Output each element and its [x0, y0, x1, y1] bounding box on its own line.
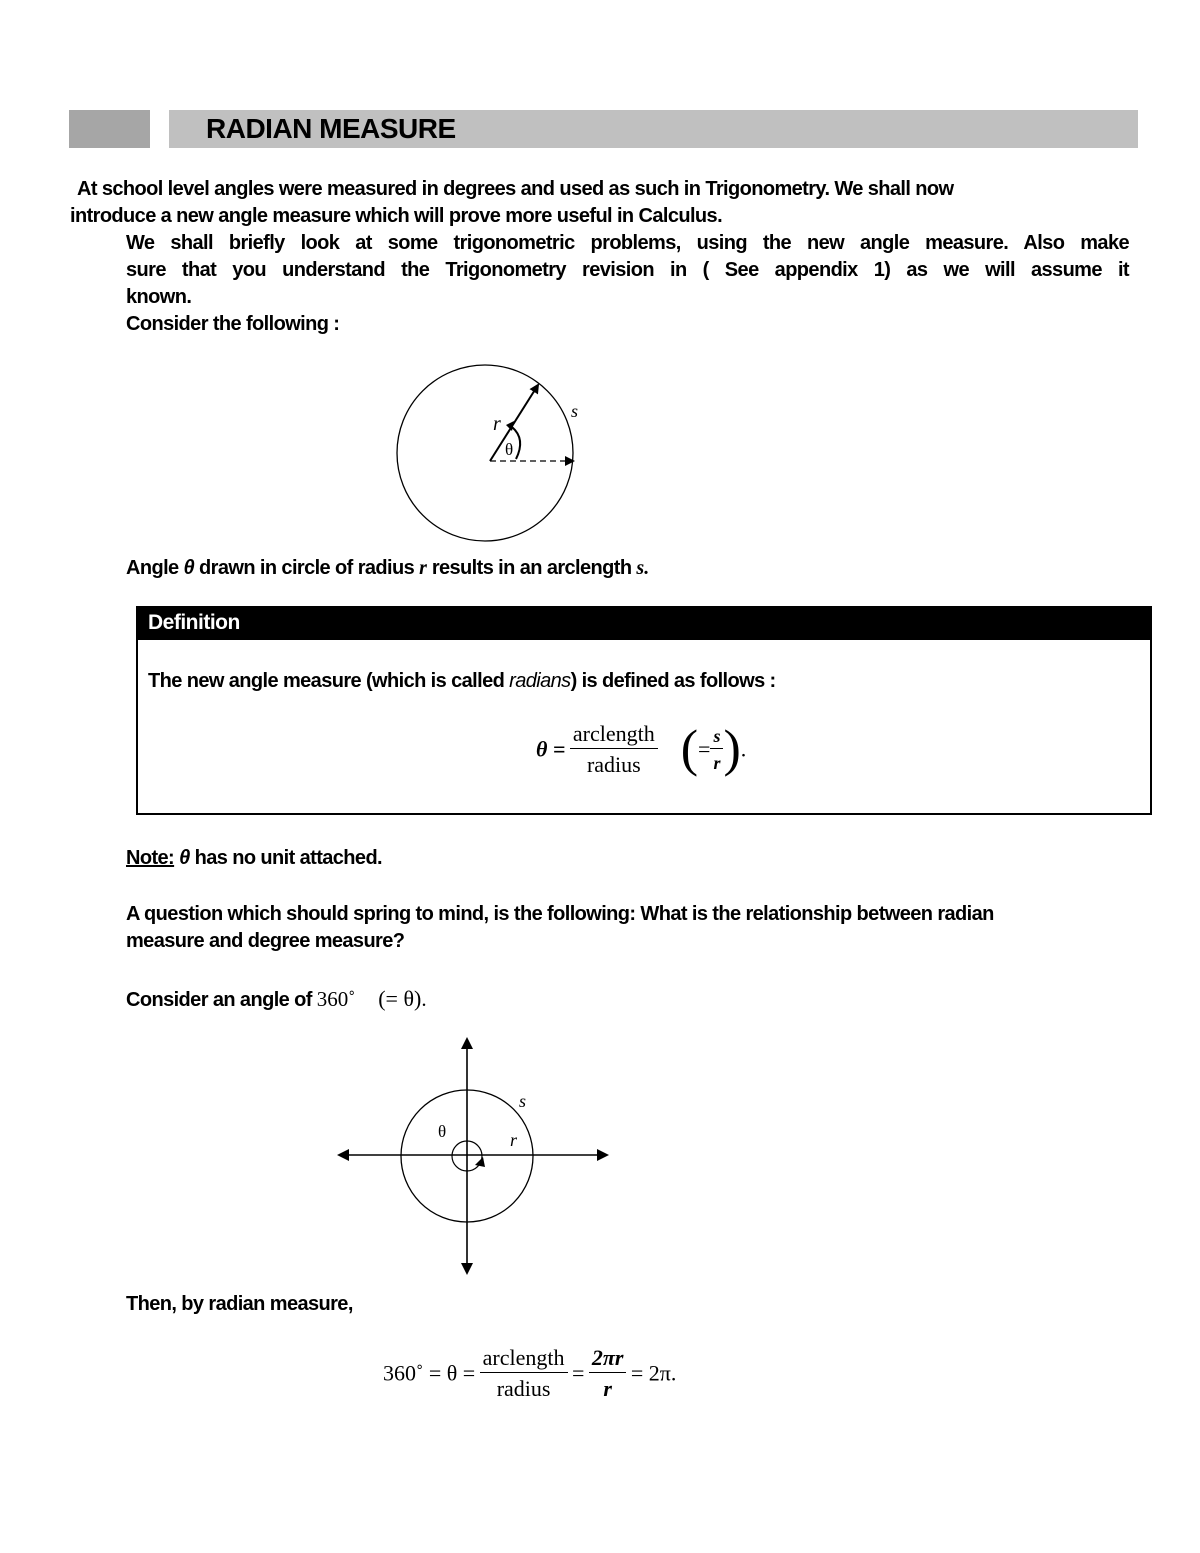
final-rhs: = 2π.	[630, 1360, 677, 1386]
final-lhs: 360˚ = θ =	[383, 1360, 476, 1386]
formula-numerator: arclength	[570, 720, 658, 749]
definition-formula	[536, 720, 746, 779]
definition-text	[148, 668, 776, 695]
final-formula	[383, 1344, 676, 1403]
consider-360	[126, 985, 427, 1014]
final-denominator-2: r	[603, 1376, 612, 1401]
final-eq-2: =	[571, 1360, 585, 1386]
page-title: RADIAN MEASURE	[206, 113, 456, 144]
formula-lhs: θ =	[536, 736, 566, 762]
definition-heading: Definition	[148, 611, 240, 634]
formula-inner-denominator: r	[713, 753, 721, 773]
consider-360-text: Consider an angle of	[126, 989, 317, 1011]
formula-end: .	[740, 736, 747, 762]
para2-line-3: known.	[126, 286, 192, 308]
caption-radius: radius	[357, 557, 415, 579]
formula-inner-eq: =	[698, 736, 711, 762]
figure-caption	[126, 555, 649, 582]
para2-line-2: sure that you understand the Trigonometry revision in ( See appendix 1) as we will assume it	[126, 259, 1129, 281]
angle-arc	[512, 427, 520, 459]
formula-open-paren: (	[680, 720, 699, 778]
label-theta: θ	[505, 440, 514, 459]
definition-box	[136, 606, 1152, 815]
formula-inner-fraction	[710, 724, 723, 775]
label-s: s	[519, 1091, 527, 1111]
label-theta: θ	[438, 1122, 447, 1141]
final-fraction-2	[589, 1344, 627, 1403]
question-line-2: measure and degree measure?	[126, 930, 405, 952]
para2-line-1: We shall briefly look at some trigonometric problems, using the new angle measure. Also make	[126, 232, 1129, 254]
consider-360-angle: 360˚	[316, 987, 356, 1011]
formula-fraction	[570, 720, 658, 779]
caption-theta: θ	[183, 557, 195, 579]
label-r: r	[493, 413, 501, 435]
circle-outline	[397, 365, 573, 541]
circle-angle-figure	[390, 355, 590, 550]
caption-text-2: drawn in circle of	[194, 557, 358, 579]
formula-inner-numerator: s	[710, 724, 723, 749]
caption-r: r	[419, 557, 427, 579]
header-accent-bar	[69, 110, 150, 148]
consider-360-end: .	[421, 987, 427, 1011]
note-text: has no unit attached.	[189, 847, 383, 869]
intro-line-1: At school level angles were measured in degrees and used as such in Trigonometry. We shall now	[77, 178, 954, 200]
then-text: Then, by radian measure,	[126, 1293, 353, 1315]
definition-radians: radians	[509, 670, 571, 692]
formula-denominator: radius	[586, 752, 641, 777]
definition-text-before: The new angle measure (which is called	[148, 670, 510, 692]
caption-s: s.	[636, 557, 650, 579]
caption-text-1: Angle	[126, 557, 184, 579]
label-s: s	[571, 401, 579, 421]
note-theta: θ	[179, 847, 190, 869]
final-fraction-1	[480, 1344, 568, 1403]
consider-following: Consider the following :	[126, 313, 340, 335]
consider-360-paren: (= θ)	[378, 986, 422, 1011]
final-numerator-2: 2πr	[589, 1344, 627, 1373]
full-angle-arrowhead	[475, 1157, 485, 1167]
final-numerator-1: arclength	[480, 1344, 568, 1373]
final-denominator-1: radius	[496, 1376, 551, 1401]
definition-header	[138, 608, 1150, 640]
note-label: Note:	[126, 847, 175, 869]
formula-close-paren: )	[723, 720, 741, 778]
label-r: r	[510, 1130, 518, 1150]
caption-text-3: results in an	[426, 557, 547, 579]
caption-arclength: arclength	[546, 557, 632, 579]
note	[126, 845, 382, 872]
intro-line-2: introduce a new angle measure which will prove more useful in Calculus.	[70, 205, 723, 227]
axes-circle-figure	[335, 1035, 615, 1280]
definition-text-after: ) is defined as follows :	[570, 670, 776, 692]
question-line-1: A question which should spring to mind, is the following: What is the relationship between radian	[126, 903, 994, 925]
